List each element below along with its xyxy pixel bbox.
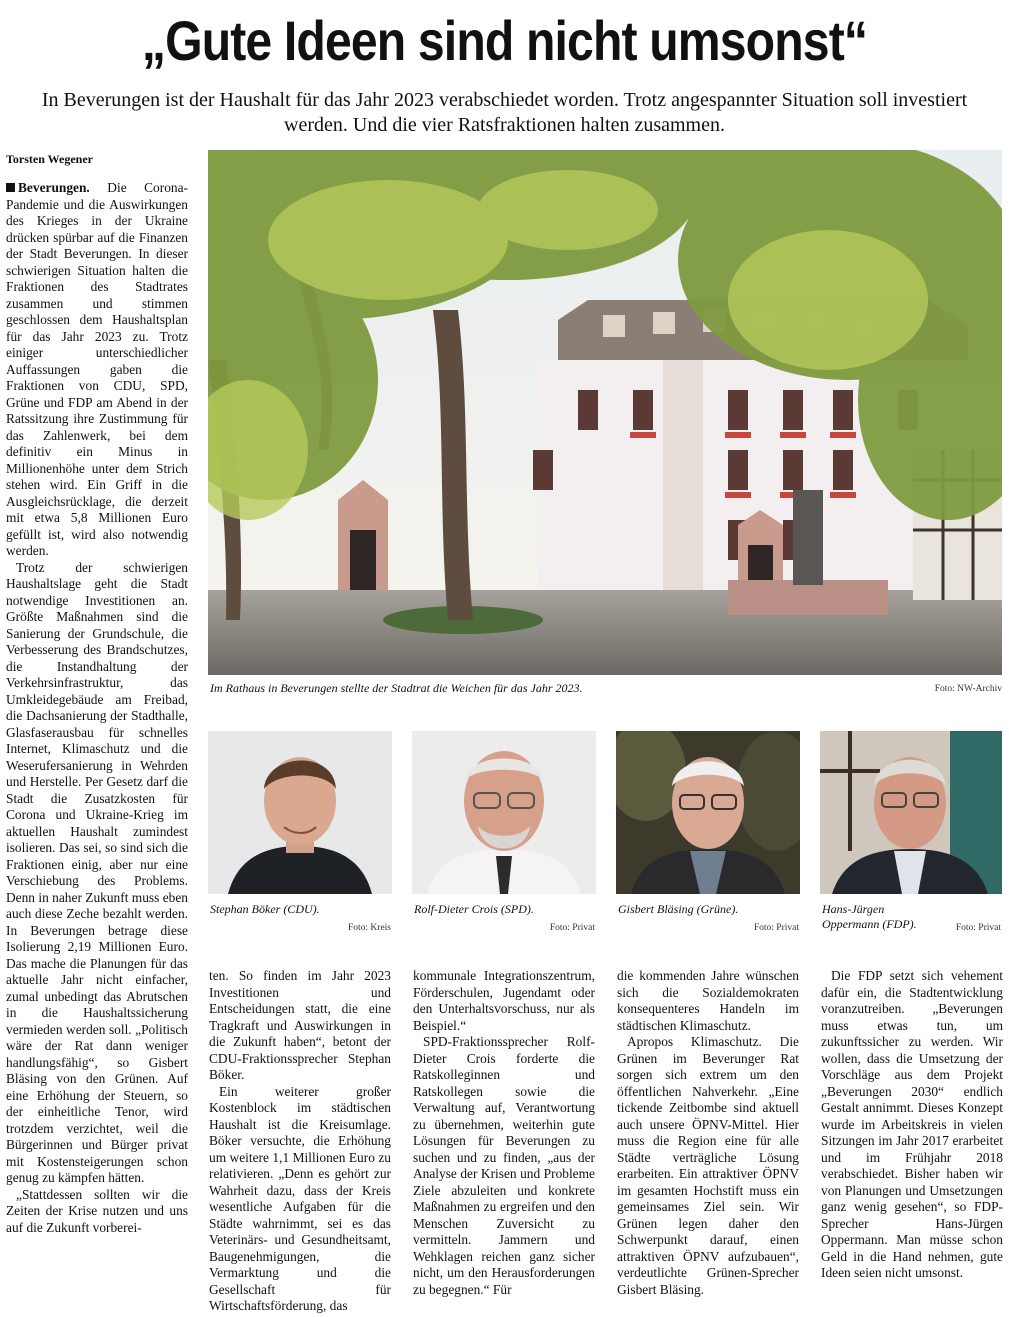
paragraph: Die FDP setzt sich vehement dafür ein, die Stadtentwicklung voranzutreiben. „Beverungen muss etwas tun, um zukunftssicher zu werden. Wir wollen, dass die Umsetzung der Vorschläge aus dem Projekt „Beverungen 2030“ endlich Gestalt annimmt. Dieses Konzept wurde im Arbeitskreis in vielen Sitzungen im Jahr 2017 erarbeitet und im Frühjahr 2018 verabschiedet. Bisher haben wir von Planungen und Umsetzungen ganz wenig gesehen“, so FDP-Sprecher Hans-Jürgen Oppermann. Man müsse schon Geld in die Hand nehmen, gute Ideen seien nicht umsonst. xyxy=(821,968,1003,1280)
main-photo-rathaus xyxy=(208,150,1002,675)
portrait-stephan-boeker xyxy=(208,731,392,894)
main-photo-credit: Foto: NW-Archiv xyxy=(934,684,1002,694)
article-column-4 xyxy=(617,968,799,1298)
portrait-caption: Hans-Jürgen Oppermann (FDP). xyxy=(822,902,917,931)
portrait-credit: Foto: Privat xyxy=(753,923,799,933)
paragraph: Trotz der schwierigen Haushaltslage geht die Stadt notwendige Investitionen an. Größte Maßnahmen sind die Sanierung der Grundschule, die Verbesserung des Brandschutzes, die Instandhaltung der Verkehrsinfrastruktur, das Umkleidegebäude am Freibad, die Dachsanierung der Stadthalle, Glasfaserausbau für schnelles Internet, Klimaschutz und die Weserufersanierung in Wehrden und Herstelle. Per Gesetz darf die Stadt die Zusatzkosten für Corona und Ukraine-Krieg im aktuellen Haushalt zumindest isolieren. Das sei, so sind sich die Fraktionen einig, aber nur eine Verschiebung des Problems. Denn in naher Zukunft muss eben auch diese Zeche bezahlt werden. In Beverungen betrage diese Isolierung 2,19 Millionen Euro. Das mache die Planungen für das aktuelle Jahr nicht einfacher, zumal unbedingt das Abrutschen in die Haushaltssicherung vermieden werden soll. „Politisch wäre der Rat dann weniger handlungsfähig“, so Gisbert Bläsing von den Grünen. Auf eine Erhöhung der Steuern, so der einheitliche Tenor, wird trotzdem verzichtet, weil die Bürgerinnen und Bürger privat mit Kostensteigerungen schon genug zu kämpfen hätten. xyxy=(6,559,188,1185)
paragraph: SPD-Fraktionssprecher Rolf-Dieter Crois forderte die Ratskolleginnen und Ratskollegen sowie die Verwaltung auf, Verantwortung zu übernehmen, weiterhin gute Lösungen für Beverungen zu suchen und zu finden, „aus der Analyse der Krisen und Probleme Ziele abzuleiten und konkrete Maßnahmen zu ergreifen und den Menschen Zuversicht zu vermitteln. Jammern und Wehklagen reichen ganz sicher nicht, um den Herausforderungen zu begegnen.“ Für xyxy=(413,1034,595,1297)
bullet-square-icon xyxy=(6,183,15,192)
paragraph: Ein weiterer großer Kostenblock im städtischen Haushalt ist die Kreisumlage. Böker versuchte, die Erhöhung um weitere 1,1 Millionen Euro zu relativieren. „Denn es gehört zur Wahrheit dazu, dass der Kreis wesentliche Aufgaben für die Städte wahrnimmt, sei es das Veterinärs- und Gesundheitsamt, Baugenehmigungen, die Vermarktung und die Gesellschaft für Wirtschaftsförderung, das xyxy=(209,1083,391,1313)
paragraph: kommunale Integrationszentrum, Förderschulen, Jugendamt oder den Unterhaltsvorschuss, nur als Beispiel.“ xyxy=(413,968,595,1033)
portrait-credit: Foto: Privat xyxy=(549,923,595,933)
portrait-gisbert-blaesing xyxy=(616,731,800,894)
portrait-caption: Stephan Böker (CDU). xyxy=(210,902,320,916)
paragraph: Beverungen. Die Corona-Pandemie und die Auswirkungen des Krieges in der Ukraine drücken spürbar auf die Finanzen der Stadt Beverungen. In dieser schwierigen Situation halten die Fraktionen des Stadtrates zusammen und stimmen geschlossen dem Haushaltsplan für das Jahr 2023 zu. Trotz einiger unterschiedlicher Auffassungen gaben die Fraktionen von CDU, SPD, Grüne und FDP am Abend in der Ratssitzung ihre Zustimmung für das Zahlenwerk, bei dem definitiv ein Minus in Millionenhöhe unter dem Strich stehen wird. Ein Griff in die Ausgleichsrücklage, die derzeit mit etwa 5,8 Millionen Euro gefüllt ist, wird also notwendig werden. xyxy=(6,180,188,558)
portrait-caption: Rolf-Dieter Crois (SPD). xyxy=(414,902,534,916)
article-column-5 xyxy=(821,968,1003,1282)
portrait-rolf-dieter-crois xyxy=(412,731,596,894)
headline: „Gute Ideen sind nicht umsonst“ xyxy=(141,9,868,72)
paragraph: „Stattdessen sollten wir die Zeiten der Krise nutzen und uns auf die Zukunft vorberei- xyxy=(6,1186,188,1235)
article-column-1 xyxy=(6,180,188,1236)
paragraph: ten. So finden im Jahr 2023 Investitionen und Entscheidungen statt, die eine Tragkraft und Auswirkungen in die Zukunft haben“, betont der CDU-Fraktionssprecher Stephan Böker. xyxy=(209,968,391,1082)
article-column-3 xyxy=(413,968,595,1298)
subheadline: In Beverungen ist der Haushalt für das Jahr 2023 verabschiedet worden. Trotz angespannter Situation soll investiert werden. Und die vier Ratsfraktionen halten zusammen. xyxy=(41,89,968,136)
article-column-2 xyxy=(209,968,391,1315)
dateline: Beverungen. xyxy=(18,180,90,195)
paragraph: die kommenden Jahre wünschen sich die Sozialdemokraten konsequenteres Handeln im städtischen Klimaschutz. xyxy=(617,968,799,1033)
town-hall-illustration xyxy=(208,150,1002,675)
portrait-credit: Foto: Privat xyxy=(955,923,1001,933)
author-byline: Torsten Wegener xyxy=(6,152,93,166)
paragraph: Apropos Klimaschutz. Die Grünen im Beverunger Rat sorgen sich extrem um den öffentlichen Nahverkehr. „Eine tickende Zeitbombe sind aktuell auch unsere ÖPNV-Mittel. Hier muss die Region eine für alle Städte verträgliche Lösung erarbeiten. Ein attraktiver ÖPNV im gesamten Hochstift muss ein gemeinsames Ziel sein. Wir Grünen legen daher den Schwerpunkt darauf, einen attraktiven ÖPNV aufzubauen“, verdeutlichte Grünen-Sprecher Gisbert Bläsing. xyxy=(617,1034,799,1297)
portrait-credit: Foto: Kreis xyxy=(347,923,391,933)
main-photo-caption: Im Rathaus in Beverungen stellte der Stadtrat die Weichen für das Jahr 2023. xyxy=(210,681,583,695)
portrait-hans-juergen-oppermann xyxy=(820,731,1002,894)
portrait-caption: Gisbert Bläsing (Grüne). xyxy=(618,902,739,916)
